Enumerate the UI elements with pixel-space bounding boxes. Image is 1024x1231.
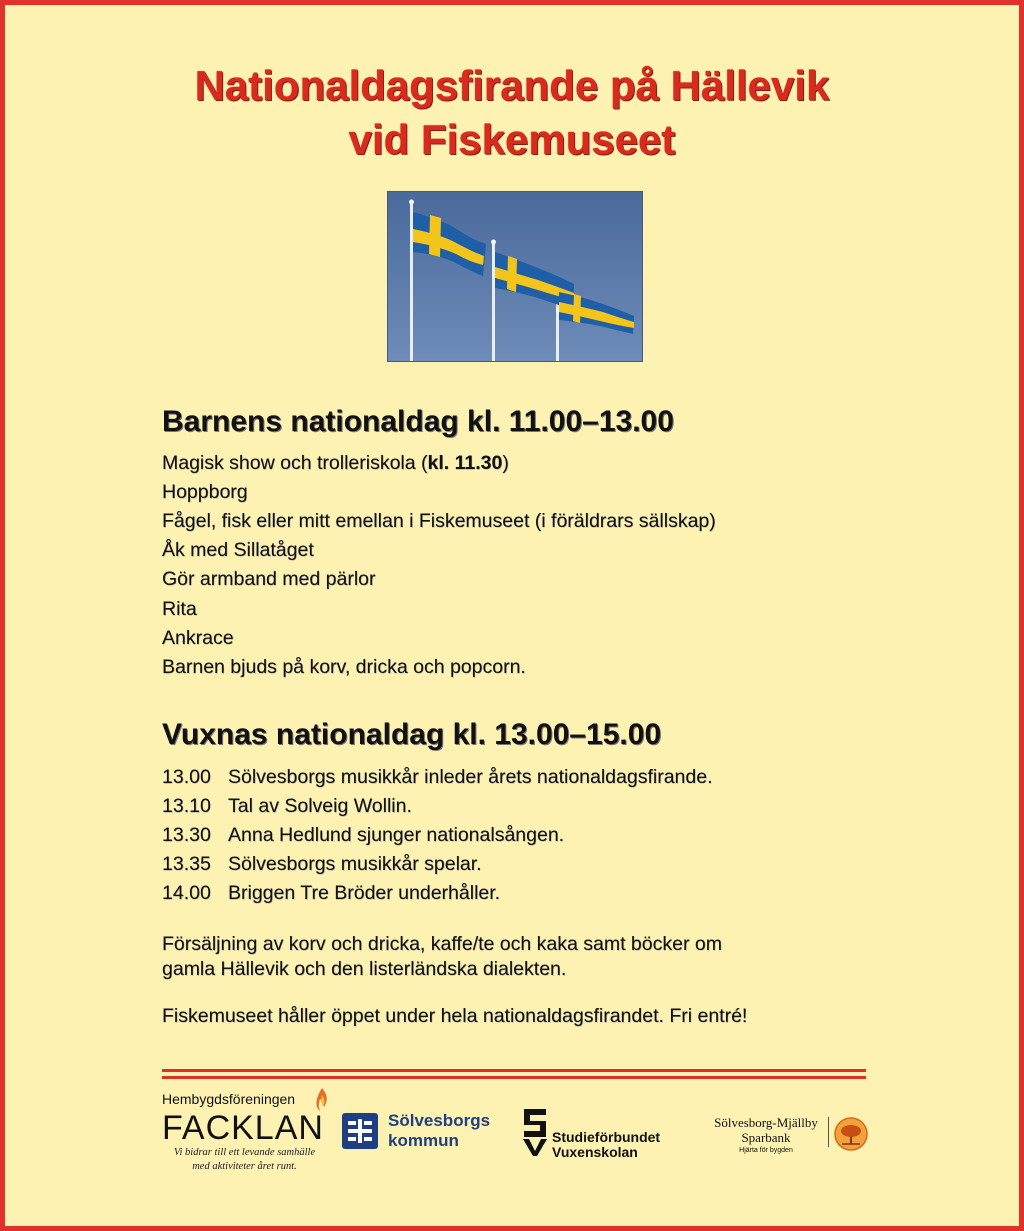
schedule-row xyxy=(162,852,482,876)
children-item: Åk med Sillatåget xyxy=(162,539,314,561)
sales-info-line-1: Försäljning av korv och dricka, kaffe/te och kaka samt böcker om xyxy=(162,933,722,955)
children-item-magic-show xyxy=(162,451,509,475)
sv-name xyxy=(552,1130,660,1160)
facklan-small-text: Hembygdsföreningen xyxy=(162,1091,296,1107)
kommun-emblem-icon xyxy=(340,1111,380,1151)
facklan-wordmark: FACKLAN xyxy=(162,1109,324,1147)
schedule-text: Tal av Solveig Wollin. xyxy=(228,795,412,817)
sparbank-name xyxy=(708,1115,824,1145)
kommun-name-line-2: kommun xyxy=(388,1131,459,1150)
children-item-close: ) xyxy=(502,452,509,474)
sparbank-logo xyxy=(708,1113,873,1165)
schedule-row xyxy=(162,794,412,818)
facklan-tagline-2: med aktiviteter året runt. xyxy=(192,1161,297,1172)
solvesborgs-kommun-logo xyxy=(340,1105,510,1153)
facklan-tagline-1: Vi bidrar till ett levande samhälle xyxy=(173,1147,316,1158)
facklan-tagline xyxy=(162,1146,327,1174)
schedule-time: 13.10 xyxy=(162,795,211,817)
poster-title-line-1: Nationaldagsfirande på Hällevik xyxy=(194,62,830,109)
sv-name-line-1: Studieförbundet xyxy=(552,1129,661,1145)
children-item: Ankrace xyxy=(162,627,234,649)
sv-name-line-2: Vuxenskolan xyxy=(552,1144,638,1160)
kommun-name-line-1: Sölvesborgs xyxy=(388,1111,491,1130)
sparbank-name-line-1: Sölvesborg-Mjällby xyxy=(714,1115,818,1130)
schedule-time: 13.30 xyxy=(162,824,211,846)
sv-icon xyxy=(520,1105,550,1157)
divider-line xyxy=(162,1076,866,1079)
children-item-text: Magisk show och trolleriskola ( xyxy=(162,452,428,474)
kommun-name xyxy=(388,1111,490,1151)
schedule-text: Briggen Tre Bröder underhåller. xyxy=(228,882,501,904)
schedule-text: Sölvesborgs musikkår spelar. xyxy=(228,853,482,875)
sparbank-name-line-2: Sparbank xyxy=(741,1130,791,1145)
studieforbundet-vuxenskolan-logo xyxy=(520,1105,700,1160)
schedule-time: 14.00 xyxy=(162,882,211,904)
tree-icon xyxy=(834,1117,868,1151)
schedule-text: Sölvesborgs musikkår inleder årets nationaldagsfirande. xyxy=(228,766,713,788)
schedule-time: 13.00 xyxy=(162,766,211,788)
children-item: Gör armband med pärlor xyxy=(162,568,376,590)
children-section-heading: Barnens nationaldag kl. 11.00–13.00 xyxy=(162,405,674,438)
children-item-time: kl. 11.30 xyxy=(427,452,503,474)
swedish-flags-photo xyxy=(387,191,643,362)
children-item: Rita xyxy=(162,598,197,620)
schedule-row xyxy=(162,823,564,847)
sparbank-tagline: Hjärta för bygden xyxy=(739,1147,793,1154)
schedule-time: 13.35 xyxy=(162,853,211,875)
facklan-logo xyxy=(162,1087,332,1179)
children-item: Fågel, fisk eller mitt emellan i Fiskemuseet (i föräldrars sällskap) xyxy=(162,510,716,532)
adults-section-heading: Vuxnas nationaldag kl. 13.00–15.00 xyxy=(162,718,662,751)
children-item: Barnen bjuds på korv, dricka och popcorn. xyxy=(162,656,526,678)
divider-line xyxy=(162,1069,866,1072)
museum-info: Fiskemuseet håller öppet under hela nationaldagsfirandet. Fri entré! xyxy=(162,1005,748,1027)
schedule-row xyxy=(162,765,713,789)
schedule-text: Anna Hedlund sjunger nationalsången. xyxy=(228,824,565,846)
sparbank-divider xyxy=(828,1117,829,1147)
sales-info-line-2: gamla Hällevik och den listerländska dialekten. xyxy=(162,958,567,980)
schedule-row xyxy=(162,881,500,905)
children-item: Hoppborg xyxy=(162,481,248,503)
poster-title-line-2: vid Fiskemuseet xyxy=(348,116,676,163)
